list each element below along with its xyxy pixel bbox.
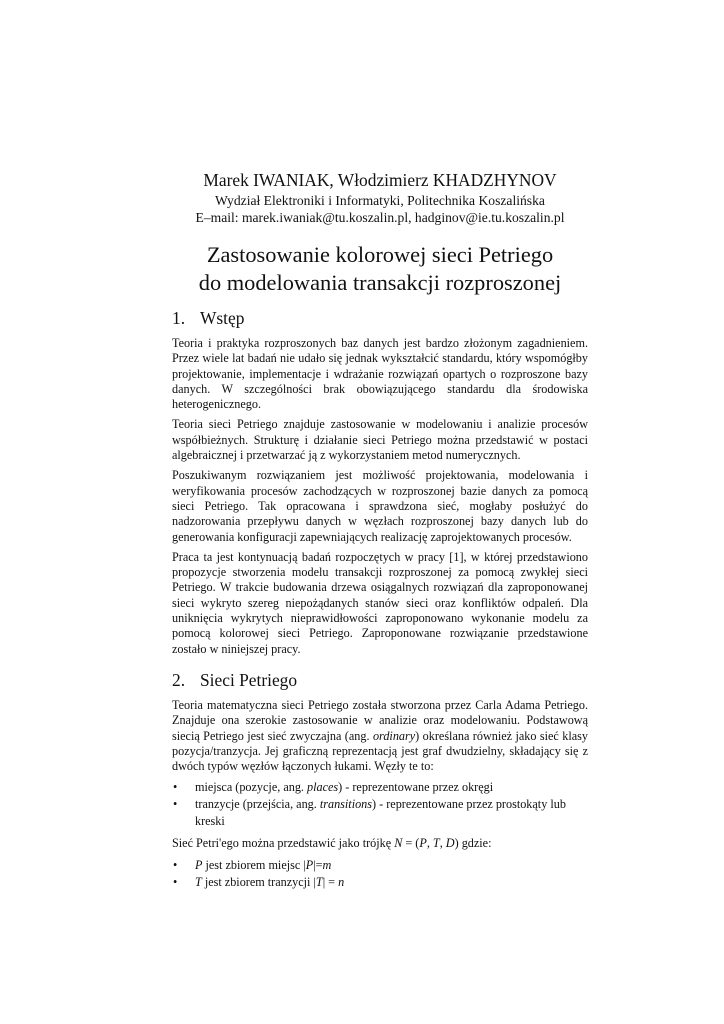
- section-1-heading: [172, 307, 588, 329]
- text-run: Teoria matematyczna sieci Petriego została stworzona przez Carla Adama Petriego. Znajduje ona szerokie zastosowanie w analizie oraz modelowaniu. Podstawową siecią Petriego jest sieć zwyczajna (ang.: [172, 697, 588, 743]
- emphasis: transitions: [319, 797, 373, 812]
- text-run: Sieć Petri'ego można przedstawić jako trójkę: [172, 836, 395, 851]
- text-run: jest zbiorem miejsc |: [202, 857, 306, 872]
- emphasis: places: [307, 780, 339, 795]
- paragraph: Praca ta jest kontynuacją badań rozpoczętych w pracy [1], w której przedstawiono propozycje stworzenia modelu transakcji rozproszonej za pomocą zwykłej sieci Petriego. W trakcie budowania drzewa osiągalnych rozwiązań dla zaproponowanej sieci wykryto szereg niepożądanych stanów sieci oraz konfliktów odpaleń. Dla uniknięcia wykrytych nieprawidłowości zaproponowano wykonanie modelu za pomocą kolorowej sieci Petriego. Zaproponowane rozwiązanie przedstawione zostało w niniejszej pracy.: [172, 549, 588, 656]
- math-var: P: [195, 857, 203, 872]
- title-line-1: Zastosowanie kolorowej sieci Petriego: [206, 242, 554, 267]
- node-types-list: [172, 779, 588, 830]
- text-column: [172, 168, 588, 896]
- authors: Marek IWANIAK, Włodzimierz KHADZHYNOV: [203, 170, 557, 190]
- math-var: T: [315, 874, 323, 889]
- text-run: jest zbiorem tranzycji |: [201, 874, 316, 889]
- paragraph: Teoria i praktyka rozproszonych baz danych jest bardzo złożonym zagadnieniem. Przez wiele lat badań nie udało się jednak wykształcić standardu, który wspomógłby projektowanie, implementacje i wdrażanie rozwiązań opartych o rozproszone bazy danych. W szczególności brak obowiązującego standardu dla środowiska heterogenicznego.: [172, 336, 588, 412]
- text-run: ) określana również jako sieć klasy pozycja/tranzycja. Jej graficzną reprezentacją jest graf dwudzielny, składający się z dwóch typów węzłów łączonych łukami. Węzły te to:: [172, 728, 588, 774]
- math-var: n: [338, 874, 345, 889]
- math-var: T: [195, 874, 202, 889]
- affiliation: Wydział Elektroniki i Informatyki, Politechnika Koszalińska: [215, 193, 545, 208]
- math-var: T: [432, 836, 440, 851]
- definition-list: [172, 857, 588, 891]
- paragraph: Teoria sieci Petriego znajduje zastosowanie w modelowaniu i analizie procesów współbieżnych. Strukturę i działanie sieci Petriego można przedstawić w postaci algebraicznej i przetwarzać ją z wykorzystaniem metod numerycznych.: [172, 417, 588, 463]
- section-2-heading: [172, 669, 588, 691]
- math-var: P: [305, 857, 314, 872]
- paragraph: Poszukiwanym rozwiązaniem jest możliwość projektowania, modelowania i weryfikowania procesów zachodzących w rozproszonej bazie danych za pomocą sieci Petriego. Tak opracowana i sprawdzona sieć, mogłaby posłużyć do nadzorowania przepływu danych w węzłach rozproszonej bazy danych lub do generowania konfiguracji zapewniających realizację zaprojektowanych procesów.: [172, 468, 588, 544]
- text-run: |=: [313, 857, 323, 872]
- math-var: m: [322, 857, 332, 872]
- text-run: = (: [402, 836, 420, 851]
- section-title: Wstęp: [200, 308, 245, 328]
- section-number: 2.: [172, 669, 186, 690]
- text-run: | =: [322, 874, 339, 889]
- text-run: ) - reprezentowane przez prostokąty lub kreski: [195, 797, 566, 829]
- math-var: N: [394, 836, 403, 851]
- list-item: [172, 874, 588, 891]
- list-item: [172, 796, 588, 830]
- list-item: [172, 857, 588, 874]
- email-line: E–mail: marek.iwaniak@tu.koszalin.pl, hadginov@ie.tu.koszalin.pl: [195, 210, 565, 225]
- title-line-2: do modelowania transakcji rozproszonej: [198, 270, 562, 295]
- list-item: [172, 779, 588, 796]
- paragraph: [172, 836, 588, 851]
- text-run: ) - reprezentowane przez okręgi: [338, 780, 494, 795]
- paragraph: [172, 698, 588, 774]
- text-run: tranzycje (przejścia, ang.: [195, 797, 320, 812]
- text-run: miejsca (pozycje, ang.: [195, 780, 308, 795]
- paper-title: [172, 241, 588, 297]
- section-title: Sieci Petriego: [200, 669, 298, 690]
- emphasis: ordinary: [372, 728, 416, 743]
- section-number: 1.: [172, 308, 186, 328]
- text-run: ,: [439, 836, 446, 851]
- text-run: ,: [426, 836, 433, 851]
- math-var: P: [419, 836, 427, 851]
- math-var: D: [445, 836, 455, 851]
- text-run: ) gdzie:: [454, 836, 492, 851]
